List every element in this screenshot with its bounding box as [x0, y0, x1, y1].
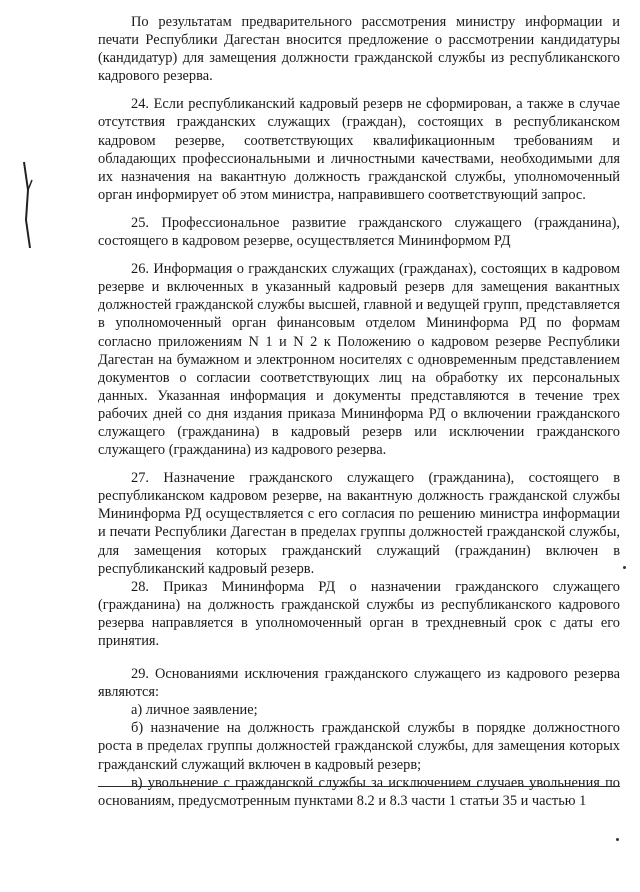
list-item-29b: б) назначение на должность гражданской службы в порядке должностного роста в пределах группы должностей гражданской службы, для замещения которых гражданский служащий включен в кадровый резерв;: [98, 720, 620, 773]
document-body: [98, 13, 620, 810]
paragraph-29: 29. Основаниями исключения гражданского служащего из кадрового резерва являются:: [98, 666, 620, 701]
scan-speck: [623, 566, 626, 569]
footnote-separator-line: [98, 786, 620, 787]
list-item-29c: в) увольнение с гражданской службы за исключением случаев увольнения по основаниям, предусмотренным пунктами 8.2 и 8.3 части 1 статьи 35 и частью 1: [98, 774, 620, 809]
margin-pen-mark: [22, 160, 34, 250]
list-item-29a: а) личное заявление;: [131, 702, 258, 719]
paragraph-intro: По результатам предварительного рассмотрения министру информации и печати Республики Дагестан вносится предложение о рассмотрении кандидатуры (кандидатур) для замещения должности гражданской службы из республиканского кадрового резерва.: [98, 14, 620, 85]
paragraph-26: 26. Информация о гражданских служащих (гражданах), состоящих в кадровом резерве и включенных в указанный кадровый резерв для замещения вакантных должностей гражданской службы высшей, главной и ведущей групп, представляется в уполномоченный орган финансовым отделом Мининформа РД по формам согласно приложениям N 1 и N 2 к Положению о кадровом резерве Республики Дагестан на бумажном и электронном носителях с одновременным представлением документов о согласии соответствующих лиц на обработку их персональных данных. Указанная информация и документы представляются в течение трех рабочих дней со дня издания приказа Мининформа РД о включении гражданского служащего (гражданина) в кадровый резерв или исключении гражданского служащего (гражданина) из кадрового резерва.: [98, 261, 620, 459]
paragraph-28: 28. Приказ Мининформа РД о назначении гражданского служащего (гражданина) на должность гражданской службы из республиканского кадрового резерва направляется в уполномоченный орган в трехдневный срок с даты его принятия.: [98, 578, 620, 649]
paragraph-25: 25. Профессиональное развитие гражданского служащего (гражданина), состоящего в кадровом резерве, осуществляется Мининформом РД: [98, 214, 620, 250]
scan-speck: [616, 838, 619, 841]
paragraph-24: 24. Если республиканский кадровый резерв не сформирован, а также в случае отсутствия гражданских служащих (граждан), состоящих в республиканском кадровом резерве, соответствующих квалификационным требованиям и обладающих профессиональными и личностными качествами, необходимыми для их назначения на вакантную должность гражданской службы, уполномоченный орган информирует об этом министра, направившего соответствующий запрос.: [98, 96, 620, 203]
paragraph-27: 27. Назначение гражданского служащего (гражданина), состоящего в республиканском кадровом резерве, на вакантную должность гражданской службы Мининформа РД осуществляется с его согласия по решению министра информации и печати Республики Дагестан в пределах группы должностей гражданской службы, для замещения которых гражданский служащий (гражданин) включен в республиканский кадровый резерв.: [98, 470, 620, 577]
